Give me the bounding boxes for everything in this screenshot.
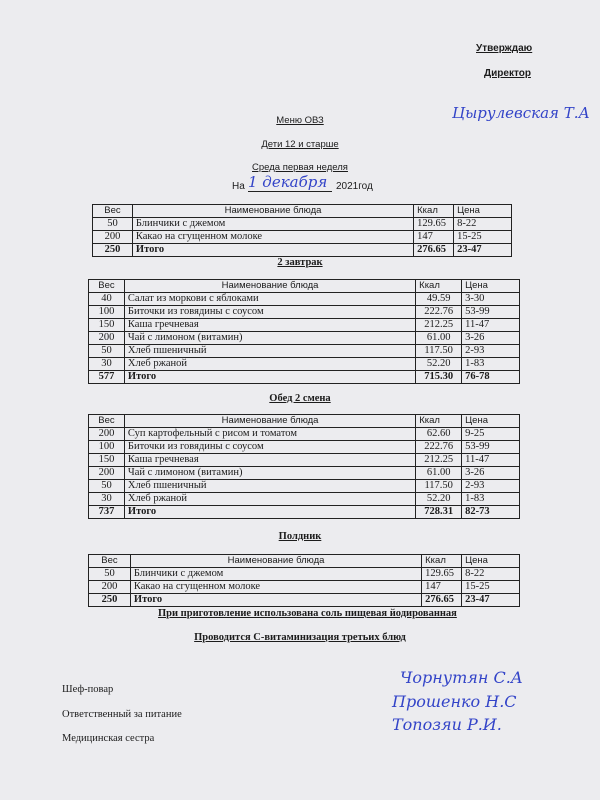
cell-name: Хлеб пшеничный	[124, 480, 415, 493]
cell-weight: 100	[89, 441, 125, 454]
col-price: Цена	[454, 205, 512, 218]
table-row	[93, 218, 512, 231]
cell-price: 8-22	[462, 568, 520, 581]
cell-price: 8-22	[454, 218, 512, 231]
note-vitamin-c: Проводится С-витаминизация третьих блюд	[194, 632, 406, 643]
cell-kcal: 147	[422, 581, 462, 594]
cell-weight: 577	[89, 371, 125, 384]
table-row	[89, 493, 520, 506]
table-row	[89, 428, 520, 441]
table-row	[89, 467, 520, 480]
snack-table	[88, 554, 520, 607]
table-row	[89, 358, 520, 371]
cell-name: Салат из моркови с яблоками	[124, 293, 415, 306]
staff-chef-signature: Чорнутян С.А	[400, 668, 523, 687]
cell-kcal: 212.25	[416, 319, 462, 332]
cell-price: 2-93	[462, 345, 520, 358]
col-price: Цена	[462, 555, 520, 568]
cell-kcal: 212.25	[416, 454, 462, 467]
menu-title: Меню ОВЗ	[276, 115, 324, 126]
cell-name: Хлеб ржаной	[124, 493, 415, 506]
cell-price: 53-99	[462, 441, 520, 454]
cell-weight: 50	[89, 480, 125, 493]
cell-weight: 200	[89, 332, 125, 345]
cell-weight: 200	[89, 428, 125, 441]
cell-kcal: 222.76	[416, 441, 462, 454]
cell-weight: 50	[93, 218, 133, 231]
cell-name: Блинчики с джемом	[132, 218, 413, 231]
col-price: Цена	[462, 280, 520, 293]
cell-weight: 250	[89, 594, 131, 607]
col-weight: Вес	[89, 280, 125, 293]
table-row	[89, 345, 520, 358]
table-row	[89, 332, 520, 345]
cell-price: 3-26	[462, 332, 520, 345]
lunch-table	[88, 414, 520, 519]
cell-name: Хлеб ржаной	[124, 358, 415, 371]
cell-name: Итого	[124, 506, 415, 519]
total-row	[89, 506, 520, 519]
cell-name: Какао на сгущенном молоке	[132, 231, 413, 244]
note-iodized-salt: При приготовление использована соль пищевая йодированная	[158, 608, 457, 619]
cell-price: 76-78	[462, 371, 520, 384]
menu-day: Среда первая неделя	[252, 162, 348, 173]
table-row	[89, 319, 520, 332]
staff-nurse-signature: Топозяи Р.И.	[392, 715, 502, 734]
cell-kcal: 52.20	[416, 493, 462, 506]
col-weight: Вес	[89, 415, 125, 428]
second-breakfast-table	[88, 279, 520, 384]
cell-kcal: 117.50	[416, 480, 462, 493]
cell-weight: 250	[93, 244, 133, 257]
cell-kcal: 222.76	[416, 306, 462, 319]
cell-weight: 150	[89, 454, 125, 467]
table-row	[89, 480, 520, 493]
cell-price: 15-25	[462, 581, 520, 594]
section-title-lunch: Обед 2 смена	[269, 393, 331, 404]
section-title-second-breakfast: 2 завтрак	[277, 257, 323, 268]
cell-name: Биточки из говядины с соусом	[124, 441, 415, 454]
cell-name: Блинчики с джемом	[130, 568, 421, 581]
col-price: Цена	[462, 415, 520, 428]
cell-kcal: 147	[414, 231, 454, 244]
cell-weight: 200	[93, 231, 133, 244]
cell-price: 1-83	[462, 493, 520, 506]
cell-name: Чай с лимоном (витамин)	[124, 332, 415, 345]
table-row	[89, 568, 520, 581]
col-name: Наименование блюда	[130, 555, 421, 568]
cell-weight: 200	[89, 581, 131, 594]
cell-price: 23-47	[454, 244, 512, 257]
cell-weight: 30	[89, 358, 125, 371]
staff-responsible-role: Ответственный за питание	[62, 709, 182, 720]
cell-weight: 100	[89, 306, 125, 319]
table-row	[89, 454, 520, 467]
cell-price: 2-93	[462, 480, 520, 493]
cell-kcal: 61.00	[416, 332, 462, 345]
menu-subtitle: Дети 12 и старше	[261, 139, 339, 150]
cell-name: Итого	[132, 244, 413, 257]
cell-kcal: 52.20	[416, 358, 462, 371]
staff-nurse-role: Медицинская сестра	[62, 733, 155, 744]
cell-price: 11-47	[462, 319, 520, 332]
cell-kcal: 728.31	[416, 506, 462, 519]
cell-kcal: 715.30	[416, 371, 462, 384]
table-row	[89, 306, 520, 319]
date-prefix: На	[232, 181, 245, 192]
cell-name: Какао на сгущенном молоке	[130, 581, 421, 594]
cell-kcal: 276.65	[414, 244, 454, 257]
director-label: Директор	[484, 68, 531, 79]
col-kcal: Ккал	[416, 415, 462, 428]
table-row	[89, 441, 520, 454]
cell-price: 3-30	[462, 293, 520, 306]
col-weight: Вес	[93, 205, 133, 218]
table-row	[93, 231, 512, 244]
breakfast-table	[92, 204, 512, 257]
cell-price: 11-47	[462, 454, 520, 467]
cell-kcal: 62.60	[416, 428, 462, 441]
section-title-snack: Полдник	[278, 531, 322, 542]
staff-responsible-signature: Прошенко Н.С	[392, 692, 517, 711]
cell-name: Итого	[124, 371, 415, 384]
date-year: 2021год	[336, 181, 373, 192]
cell-name: Биточки из говядины с соусом	[124, 306, 415, 319]
cell-name: Хлеб пшеничный	[124, 345, 415, 358]
cell-name: Каша гречневая	[124, 454, 415, 467]
total-row	[93, 244, 512, 257]
cell-weight: 50	[89, 568, 131, 581]
col-name: Наименование блюда	[132, 205, 413, 218]
cell-kcal: 61.00	[416, 467, 462, 480]
cell-weight: 50	[89, 345, 125, 358]
director-signature: Цырулевская Т.А	[452, 104, 590, 122]
total-row	[89, 594, 520, 607]
col-kcal: Ккал	[416, 280, 462, 293]
cell-kcal: 276.65	[422, 594, 462, 607]
cell-kcal: 129.65	[414, 218, 454, 231]
cell-weight: 40	[89, 293, 125, 306]
col-kcal: Ккал	[422, 555, 462, 568]
table-row	[89, 293, 520, 306]
staff-chef-role: Шеф-повар	[62, 684, 114, 695]
cell-price: 23-47	[462, 594, 520, 607]
approve-label: Утверждаю	[476, 43, 533, 54]
cell-price: 3-26	[462, 467, 520, 480]
cell-weight: 30	[89, 493, 125, 506]
cell-name: Каша гречневая	[124, 319, 415, 332]
cell-kcal: 117.50	[416, 345, 462, 358]
cell-kcal: 129.65	[422, 568, 462, 581]
cell-name: Чай с лимоном (витамин)	[124, 467, 415, 480]
col-weight: Вес	[89, 555, 131, 568]
cell-price: 82-73	[462, 506, 520, 519]
cell-price: 15-25	[454, 231, 512, 244]
cell-name: Суп картофельный с рисом и томатом	[124, 428, 415, 441]
cell-price: 9-25	[462, 428, 520, 441]
cell-weight: 737	[89, 506, 125, 519]
cell-name: Итого	[130, 594, 421, 607]
table-row	[89, 581, 520, 594]
col-kcal: Ккал	[414, 205, 454, 218]
date-handwritten: 1 декабря	[248, 173, 332, 192]
cell-price: 1-83	[462, 358, 520, 371]
cell-weight: 200	[89, 467, 125, 480]
col-name: Наименование блюда	[124, 280, 415, 293]
cell-price: 53-99	[462, 306, 520, 319]
cell-kcal: 49.59	[416, 293, 462, 306]
col-name: Наименование блюда	[124, 415, 415, 428]
total-row	[89, 371, 520, 384]
cell-weight: 150	[89, 319, 125, 332]
